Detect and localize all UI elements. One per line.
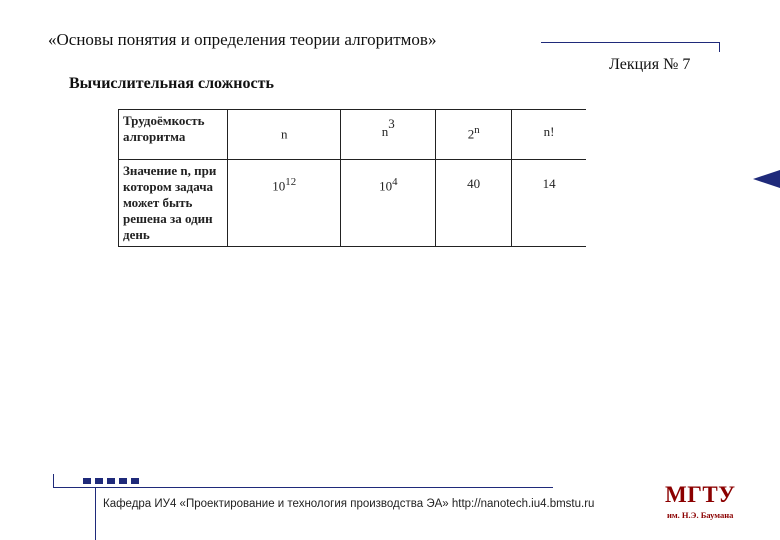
complexity-table [118,109,586,247]
header-rule [541,42,720,43]
slide-marker-icon [753,170,780,188]
course-title: «Основы понятия и определения теории алгоритмов» [48,30,437,49]
table-cell: $10^4$ [341,160,436,247]
table-cell: n! [512,110,586,160]
table-cell: $10^{12}$ [228,160,341,247]
university-logo: МГТУ [665,482,736,507]
table-cell: 2$^n$ [436,110,512,160]
footer-department: Кафедра ИУ4 «Проектирование и технология производства ЭА» http://nanotech.iu4.bmstu.ru [103,498,595,510]
table-cell: n [228,110,341,160]
table-row [119,110,587,160]
table-cell: n3 [341,110,436,160]
section-heading: Вычислительная сложность [69,75,274,92]
table-cell: 40 [436,160,512,247]
footer-rule-vertical [53,474,54,488]
row-label-value-n: Значение n, при котором задача может быть решена за один день [119,160,228,247]
row-label-complexity: Трудоёмкость алгоритма [119,110,228,160]
table-cell: 14 [512,160,586,247]
footer-rule-vertical-2 [95,487,96,540]
footer-rule [53,487,553,488]
footer-squares-decoration [83,478,139,484]
table-row [119,160,587,247]
header-rule-tick [719,42,720,52]
university-logo-subtitle: им. Н.Э. Баумана [667,510,734,520]
lecture-number: Лекция № 7 [609,56,691,73]
